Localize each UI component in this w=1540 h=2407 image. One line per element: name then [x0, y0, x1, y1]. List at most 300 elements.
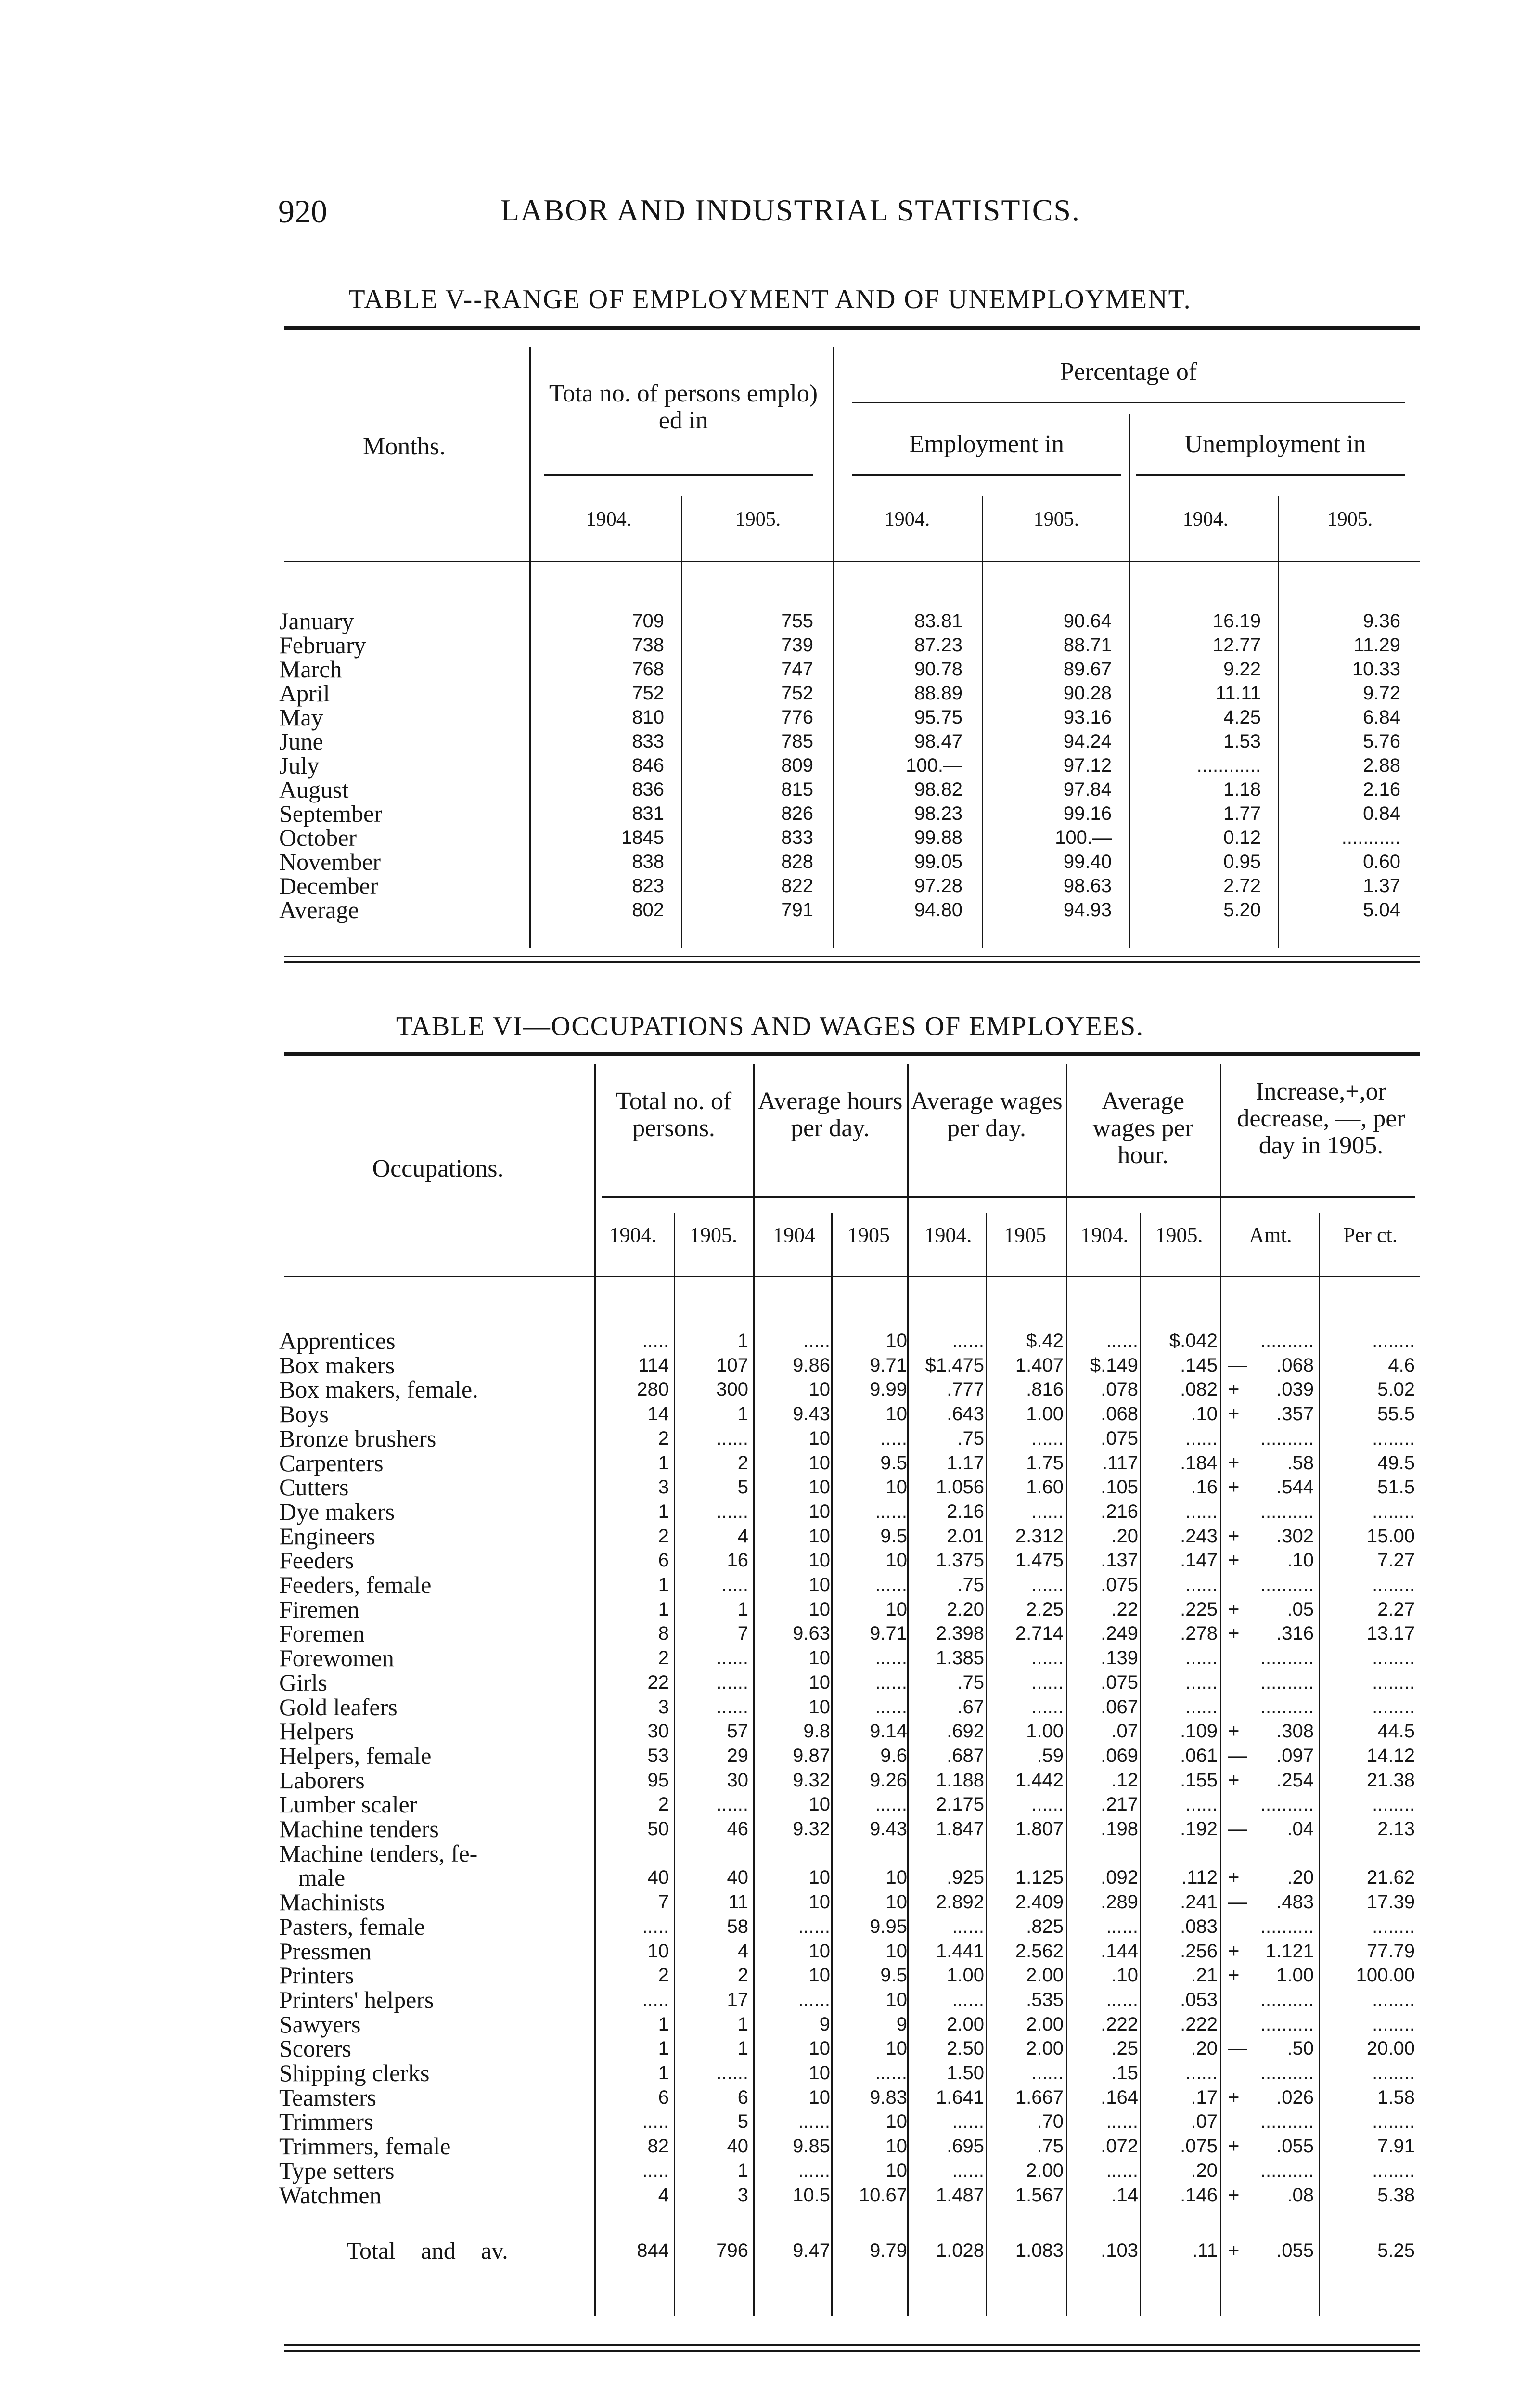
t6-cell-h05: 10: [886, 1940, 907, 1962]
t5-month-label: July: [279, 752, 320, 779]
t6-cell-wd04: ......: [952, 1989, 984, 2010]
t6-cell-t05: 1: [737, 1330, 748, 1351]
t5-cell-e1905: 97.84: [1063, 779, 1112, 800]
t6-cell-t05: 5: [737, 1476, 748, 1498]
t6-cell-pct: 20.00: [1366, 2038, 1415, 2059]
t5-cell-e1904: 97.28: [914, 875, 962, 896]
t6-occupation-label: Apprentices: [279, 1327, 396, 1354]
t6-cell-h04: 10.5: [793, 2184, 830, 2206]
t6-cell-wd04: .75: [957, 1574, 984, 1595]
t6-cell-wd04: 2.175: [936, 1794, 984, 1815]
t6-occupation-label: Engineers: [279, 1522, 375, 1550]
t6-sign: +: [1228, 1623, 1240, 1644]
t6-occupation-label: Feeders, female: [279, 1571, 432, 1598]
t6-cell-h04: 10: [808, 1867, 830, 1889]
t5-cell-e1905: 94.24: [1063, 731, 1112, 752]
t6-cell-t04: 1: [658, 2013, 669, 2035]
t6-occupation-label: Foremen: [279, 1620, 365, 1647]
t6-cell-t04: 6: [658, 2086, 669, 2108]
t6-cell-h05: 10: [886, 2160, 907, 2181]
t6-cell-t05: 1: [737, 2038, 748, 2059]
t6-cell-wh05: .256: [1180, 1940, 1218, 1962]
t6-cell-amt: .055: [1276, 2240, 1314, 2261]
t6-occupation-label: Lumber scaler: [279, 1791, 418, 1818]
t6-cell-amt: .08: [1287, 2184, 1314, 2206]
t5-cell-e1904: 100.—: [906, 755, 962, 776]
t5-year-6: 1905.: [1327, 508, 1373, 531]
t6-cell-amt: ..........: [1260, 2111, 1314, 2133]
table5-title: TABLE V--RANGE OF EMPLOYMENT AND OF UNEMPLOYMENT.: [348, 285, 1192, 314]
t6-sign: —: [1228, 2038, 1247, 2059]
t5-cell-p1904: 709: [632, 610, 664, 632]
t5-cell-e1904: 98.47: [914, 731, 962, 752]
t6-cell-wh04: .22: [1111, 1598, 1138, 1620]
t6-cell-wd05: .535: [1026, 1989, 1064, 2010]
t6-cell-t05: 29: [727, 1745, 748, 1766]
t5-months-header: Months.: [363, 433, 446, 460]
t5-month-label: February: [279, 632, 366, 659]
t6-cell-wh04: .249: [1101, 1623, 1138, 1644]
t6-cell-h04: 9.32: [793, 1818, 830, 1839]
t6-cell-wd05: ......: [1031, 1696, 1064, 1718]
t6-cell-h05: ......: [875, 1501, 907, 1522]
t6-cell-h05: 9.83: [870, 2086, 907, 2108]
table5-top-rule: [284, 326, 1420, 330]
t6-cell-wd04: 1.056: [936, 1476, 984, 1498]
t6-sign: +: [1228, 1769, 1240, 1791]
t6-cell-amt: ..........: [1260, 1794, 1314, 1815]
t6-occupation-label: Box makers, female.: [279, 1376, 478, 1403]
t6-cell-h05: 9.5: [880, 1525, 907, 1547]
t6-cell-h05: 9.5: [880, 1452, 907, 1474]
t6-cell-pct: 44.5: [1377, 1721, 1415, 1742]
t6-cell-amt: ..........: [1260, 1330, 1314, 1351]
t6-cell-wh05: ......: [1185, 1647, 1218, 1669]
t5-cell-u1905: ...........: [1341, 827, 1400, 848]
t6-vline-major-0: [594, 1064, 596, 2316]
t6-cell-wd05: 1.60: [1026, 1476, 1064, 1498]
t6-cell-t04: 844: [637, 2240, 669, 2261]
t6-cell-h05: 10: [886, 1598, 907, 1620]
t5-cell-p1905: 791: [781, 899, 813, 920]
t5-vline-6: [1278, 496, 1279, 948]
t6-cell-amt: .039: [1276, 1379, 1314, 1400]
t6-cell-wh05: .147: [1180, 1550, 1218, 1571]
t6-cell-wh05: .20: [1191, 2038, 1218, 2059]
t6-cell-wh04: .068: [1101, 1403, 1138, 1425]
t6-cell-h04: 10: [808, 1965, 830, 1986]
t6-cell-t04: 1: [658, 1574, 669, 1595]
t5-cell-e1904: 90.78: [914, 659, 962, 680]
t6-cell-t04: .....: [642, 1989, 669, 2010]
t5-percentage-header: Percentage of: [1060, 358, 1197, 386]
t5-vline-5: [1129, 414, 1130, 948]
t6-cell-h04: 9.47: [793, 2240, 830, 2261]
t6-total-label: Total and av.: [346, 2237, 508, 2264]
t6-bottom-rule-1: [284, 2344, 1420, 2346]
t6-subcol-1: 1905.: [690, 1223, 737, 1247]
t6-occupations-header: Occupations.: [372, 1155, 504, 1182]
t6-sign: —: [1228, 1891, 1247, 1913]
t6-cell-t04: .....: [642, 2160, 669, 2181]
t6-cell-wd04: 1.385: [936, 1647, 984, 1669]
t6-cell-wd05: .59: [1037, 1745, 1064, 1766]
t6-occupation-label-cont: male: [298, 1864, 346, 1891]
t6-cell-pct: 13.17: [1366, 1623, 1415, 1644]
t6-cell-wd04: .67: [957, 1696, 984, 1718]
t6-cell-wd04: ......: [952, 1915, 984, 1937]
t6-cell-t04: 4: [658, 2184, 669, 2206]
t6-cell-h05: 10: [886, 1891, 907, 1913]
t6-cell-wh05: .10: [1191, 1403, 1218, 1425]
t6-cell-h05: 9: [896, 2013, 907, 2035]
t5-cell-e1904: 98.82: [914, 779, 962, 800]
t6-cell-wh04: ......: [1106, 1330, 1138, 1351]
t6-cell-wd05: .75: [1037, 2135, 1064, 2157]
t5-cell-p1904: 768: [632, 659, 664, 680]
t6-cell-wd05: 1.00: [1026, 1721, 1064, 1742]
table6-top-rule: [284, 1052, 1420, 1056]
t6-occupation-label: Printers: [279, 1962, 354, 1989]
t6-cell-wd04: 1.028: [936, 2240, 984, 2261]
t6-cell-wh04: .075: [1101, 1574, 1138, 1595]
t6-cell-pct: 17.39: [1366, 1891, 1415, 1913]
t6-sign: +: [1228, 1476, 1240, 1498]
t6-cell-pct: ........: [1372, 1671, 1415, 1693]
t5-cell-p1904: 802: [632, 899, 664, 920]
t6-cell-t05: ......: [716, 1501, 748, 1522]
t6-cell-pct: 77.79: [1366, 1940, 1415, 1962]
t6-cell-pct: 51.5: [1377, 1476, 1415, 1498]
t6-cell-h05: 9.95: [870, 1915, 907, 1937]
t6-cell-t04: 3: [658, 1696, 669, 1718]
t5-cell-u1905: 0.60: [1363, 851, 1400, 872]
t5-cell-u1904: 9.22: [1223, 659, 1261, 680]
t5-persons-subrule: [544, 474, 813, 476]
t5-cell-u1905: 0.84: [1363, 803, 1400, 824]
t5-cell-u1905: 2.88: [1363, 755, 1400, 776]
table6-title: TABLE VI—OCCUPATIONS AND WAGES OF EMPLOYEES.: [396, 1011, 1144, 1041]
t6-increase-header: Increase,+,or decrease, —, per day in 1905.: [1237, 1078, 1405, 1159]
t6-occupation-label: Feeders: [279, 1547, 354, 1574]
t6-cell-wh04: .222: [1101, 2013, 1138, 2035]
t6-cell-t05: 300: [716, 1379, 748, 1400]
t6-cell-wh04: .289: [1101, 1891, 1138, 1913]
t5-cell-e1904: 99.05: [914, 851, 962, 872]
t6-cell-wd04: 2.892: [936, 1891, 984, 1913]
t5-cell-e1905: 99.16: [1063, 803, 1112, 824]
t6-cell-wd04: 1.847: [936, 1818, 984, 1839]
t5-cell-p1904: 752: [632, 683, 664, 704]
t6-cell-wh04: .10: [1111, 1965, 1138, 1986]
t6-cell-wh05: ......: [1185, 1427, 1218, 1449]
t6-cell-wh04: .072: [1101, 2135, 1138, 2157]
t5-month-label: December: [279, 872, 378, 899]
t5-cell-u1904: 0.95: [1223, 851, 1261, 872]
t6-cell-t04: .....: [642, 1330, 669, 1351]
t6-cell-t04: 40: [647, 1867, 669, 1889]
t6-occupation-label: Cutters: [279, 1474, 349, 1501]
t6-cell-h04: 10: [808, 1794, 830, 1815]
t6-cell-amt: ..........: [1260, 1671, 1314, 1693]
t6-cell-h04: 9.32: [793, 1769, 830, 1791]
t6-cell-wh05: .112: [1181, 1867, 1218, 1889]
t6-cell-wh05: .21: [1191, 1965, 1218, 1986]
t6-cell-wd04: 1.375: [936, 1550, 984, 1571]
t6-cell-wh05: $.042: [1169, 1330, 1218, 1351]
t6-cell-t05: 57: [727, 1721, 748, 1742]
t6-subcol-4: 1904.: [924, 1223, 972, 1247]
t6-cell-t04: 1: [658, 1598, 669, 1620]
t5-cell-u1904: 1.18: [1223, 779, 1261, 800]
t6-cell-h05: 9.99: [870, 1379, 907, 1400]
t6-cell-wh05: .061: [1180, 1745, 1218, 1766]
t5-cell-e1905: 99.40: [1063, 851, 1112, 872]
t6-cell-pct: ........: [1372, 1989, 1415, 2010]
t5-cell-u1905: 1.37: [1363, 875, 1400, 896]
t6-cell-h04: .....: [803, 1330, 830, 1351]
t6-occupation-label: Bronze brushers: [279, 1424, 436, 1452]
t6-sign: +: [1228, 1403, 1240, 1425]
t6-cell-h05: ......: [875, 1671, 907, 1693]
t5-cell-p1905: 776: [781, 707, 813, 728]
t5-cell-p1905: 826: [781, 803, 813, 824]
t6-cell-h04: ......: [798, 1915, 830, 1937]
t6-occupation-label: Printers' helpers: [279, 1986, 434, 2013]
t6-cell-wd05: ......: [1031, 1501, 1064, 1522]
t6-vline-minor-0: [674, 1213, 675, 2316]
t6-cell-t05: 1: [737, 1403, 748, 1425]
t6-cell-t05: 16: [727, 1550, 748, 1571]
t6-cell-wh04: ......: [1106, 2111, 1138, 2133]
t6-cell-wh04: .198: [1101, 1818, 1138, 1839]
t6-cell-wd05: 1.125: [1015, 1867, 1064, 1889]
t6-occupation-label: Machine tenders, fe-: [279, 1839, 478, 1867]
t6-sign: +: [1228, 1525, 1240, 1547]
t5-year-2: 1905.: [735, 508, 781, 531]
t6-cell-amt: ..........: [1260, 1501, 1314, 1522]
t6-cell-wd05: ......: [1031, 1427, 1064, 1449]
t6-cell-h05: 9.79: [870, 2240, 907, 2261]
t6-cell-h04: 9.87: [793, 1745, 830, 1766]
t6-cell-h04: 9.86: [793, 1354, 830, 1376]
t5-cell-p1905: 809: [781, 755, 813, 776]
t5-month-label: September: [279, 800, 382, 827]
t6-cell-amt: .068: [1276, 1354, 1314, 1376]
t6-cell-pct: 7.27: [1377, 1550, 1415, 1571]
t6-occupation-label: Box makers: [279, 1351, 395, 1379]
t6-subcol-2: 1904: [773, 1223, 815, 1247]
t6-cell-t05: 6: [737, 2086, 748, 2108]
t6-cell-amt: .254: [1276, 1769, 1314, 1791]
t6-cell-t05: 2: [737, 1452, 748, 1474]
t6-cell-t04: 280: [637, 1379, 669, 1400]
t5-cell-p1904: 836: [632, 779, 664, 800]
t6-cell-h04: 10: [808, 1940, 830, 1962]
t6-sign: +: [1228, 2184, 1240, 2206]
t6-cell-wd05: 1.75: [1026, 1452, 1064, 1474]
t6-cell-amt: ..........: [1260, 1915, 1314, 1937]
t6-cell-t04: 30: [647, 1721, 669, 1742]
t6-sign: +: [1228, 1940, 1240, 1962]
t6-cell-wh05: .225: [1180, 1598, 1218, 1620]
t6-subcol-3: 1905: [847, 1223, 890, 1247]
t6-cell-wh04: .092: [1101, 1867, 1138, 1889]
t6-cell-wh05: .241: [1180, 1891, 1218, 1913]
t6-cell-t05: 4: [737, 1940, 748, 1962]
t6-cell-pct: 1.58: [1377, 2086, 1415, 2108]
t6-vline-major-4: [1220, 1064, 1221, 2316]
t6-cell-t04: 1: [658, 2062, 669, 2083]
t5-cell-e1904: 88.89: [914, 683, 962, 704]
t6-cell-wh04: .139: [1101, 1647, 1138, 1669]
t5-month-label: October: [279, 824, 357, 851]
t5-cell-e1904: 98.23: [914, 803, 962, 824]
t6-cell-wd05: 2.00: [1026, 2038, 1064, 2059]
t6-cell-wd05: 1.407: [1015, 1354, 1064, 1376]
t6-occupation-label: Laborers: [279, 1766, 365, 1794]
t6-cell-wh04: .075: [1101, 1427, 1138, 1449]
t6-cell-h04: 9.43: [793, 1403, 830, 1425]
t6-cell-h05: ......: [875, 1696, 907, 1718]
t6-occupation-label: Firemen: [279, 1595, 359, 1623]
t6-cell-t04: 82: [647, 2135, 669, 2157]
t5-cell-u1904: 1.53: [1223, 731, 1261, 752]
t6-cell-amt: 1.00: [1276, 1965, 1314, 1986]
t6-cell-pct: 15.00: [1366, 1525, 1415, 1547]
t6-occupation-label: Carpenters: [279, 1449, 384, 1476]
t6-cell-wd05: 1.567: [1015, 2184, 1064, 2206]
t6-hours-header: Average hours per day.: [757, 1087, 903, 1142]
t6-cell-wh05: .20: [1191, 2160, 1218, 2181]
t6-cell-h05: ......: [875, 1574, 907, 1595]
t6-cell-h04: 10: [808, 1696, 830, 1718]
t6-occupation-label: Gold leafers: [279, 1693, 398, 1721]
t5-cell-p1905: 739: [781, 634, 813, 656]
t6-cell-h04: 9: [819, 2013, 830, 2035]
t6-cell-amt: 1.121: [1265, 1940, 1314, 1962]
t6-occupation-label: Pasters, female: [279, 1913, 425, 1940]
t6-cell-t05: ......: [716, 2062, 748, 2083]
t6-cell-h05: 10: [886, 2135, 907, 2157]
t6-cell-wh05: .07: [1191, 2111, 1218, 2133]
t5-cell-u1904: 0.12: [1223, 827, 1261, 848]
t5-cell-u1904: 16.19: [1212, 610, 1261, 632]
t6-cell-h04: 10: [808, 1647, 830, 1669]
t6-occupation-label: Dye makers: [279, 1498, 395, 1525]
t6-cell-wh05: .16: [1191, 1476, 1218, 1498]
t6-cell-h05: 9.5: [880, 1965, 907, 1986]
t6-cell-t05: 11: [728, 1891, 748, 1913]
t5-cell-p1904: 833: [632, 731, 664, 752]
t6-cell-wh04: .25: [1111, 2038, 1138, 2059]
t6-cell-h05: 10.67: [859, 2184, 907, 2206]
t6-cell-wd05: 2.00: [1026, 1965, 1064, 1986]
t6-cell-wd05: ......: [1031, 1574, 1064, 1595]
t5-percentage-rule: [852, 402, 1405, 403]
t6-cell-wd04: 1.50: [947, 2062, 984, 2083]
t6-cell-pct: 5.38: [1377, 2184, 1415, 2206]
t6-cell-wh04: .15: [1111, 2062, 1138, 2083]
t6-cell-amt: .544: [1276, 1476, 1314, 1498]
t6-cell-t04: 2: [658, 1525, 669, 1547]
t6-cell-h05: 10: [886, 2038, 907, 2059]
t6-subcol-5: 1905: [1004, 1223, 1046, 1247]
t6-cell-wh04: $.149: [1090, 1354, 1138, 1376]
t6-cell-wh04: ......: [1106, 1989, 1138, 2010]
t6-cell-amt: .20: [1287, 1867, 1314, 1889]
t6-cell-t05: ......: [716, 1647, 748, 1669]
t6-cell-amt: .308: [1276, 1721, 1314, 1742]
t6-vline-major-1: [753, 1064, 755, 2316]
t6-cell-pct: ........: [1372, 2160, 1415, 2181]
t6-cell-wd05: ......: [1031, 2062, 1064, 2083]
t6-cell-t05: 1: [737, 2160, 748, 2181]
t6-cell-t04: 14: [647, 1403, 669, 1425]
t6-cell-wd05: 2.409: [1015, 1891, 1064, 1913]
t6-cell-wh05: .109: [1180, 1721, 1218, 1742]
t6-cell-t04: .....: [642, 1915, 669, 1937]
t6-sign: +: [1228, 2135, 1240, 2157]
t6-cell-t05: ......: [716, 1671, 748, 1693]
t5-cell-p1904: 1845: [621, 827, 664, 848]
t6-cell-wh05: .243: [1180, 1525, 1218, 1547]
t6-cell-t05: 1: [737, 1598, 748, 1620]
running-head: LABOR AND INDUSTRIAL STATISTICS.: [500, 193, 1080, 227]
t6-occupation-label: Machinists: [279, 1889, 385, 1916]
t6-cell-wh05: .145: [1180, 1354, 1218, 1376]
t6-bottom-rule-2: [284, 2350, 1420, 2352]
t5-cell-u1904: 5.20: [1223, 899, 1261, 920]
t6-cell-h04: 10: [808, 1671, 830, 1693]
t5-year-5: 1904.: [1182, 508, 1229, 531]
t6-cell-amt: .10: [1287, 1550, 1314, 1571]
t5-month-label: November: [279, 848, 381, 875]
t6-cell-pct: 2.13: [1377, 1818, 1415, 1839]
t6-cell-amt: .58: [1287, 1452, 1314, 1474]
t6-occupation-label: Trimmers: [279, 2108, 373, 2135]
t6-cell-h04: ......: [798, 1989, 830, 2010]
t6-total-header: Total no. of persons.: [616, 1087, 732, 1142]
t6-header-subrule: [602, 1196, 1415, 1198]
t6-cell-amt: ..........: [1260, 1989, 1314, 2010]
t6-cell-wd04: .643: [947, 1403, 984, 1425]
t6-sign: +: [1228, 1965, 1240, 1986]
t6-cell-wh05: .082: [1180, 1379, 1218, 1400]
t5-cell-p1904: 823: [632, 875, 664, 896]
t5-cell-u1905: 5.04: [1363, 899, 1400, 920]
t5-cell-e1905: 89.67: [1063, 659, 1112, 680]
t6-cell-wd05: 2.00: [1026, 2160, 1064, 2181]
t6-cell-amt: .316: [1276, 1623, 1314, 1644]
t6-cell-wd05: 2.312: [1015, 1525, 1064, 1547]
t6-subcol-7: 1905.: [1155, 1223, 1203, 1247]
t6-cell-h05: ......: [875, 1794, 907, 1815]
t5-year-3: 1904.: [884, 508, 930, 531]
t6-cell-t04: 1: [658, 1452, 669, 1474]
t6-cell-t05: 46: [727, 1818, 748, 1839]
t5-bottom-rule-1: [284, 956, 1420, 957]
t6-occupation-label: Teamsters: [279, 2083, 376, 2111]
t5-bottom-rule-2: [284, 961, 1420, 963]
t6-sign: +: [1228, 1598, 1240, 1620]
t6-sign: —: [1228, 1745, 1247, 1766]
t6-sign: +: [1228, 1550, 1240, 1571]
t6-cell-h05: .....: [880, 1427, 907, 1449]
t6-cell-t04: 2: [658, 1965, 669, 1986]
t5-cell-p1904: 810: [632, 707, 664, 728]
t6-cell-h04: 10: [808, 1379, 830, 1400]
